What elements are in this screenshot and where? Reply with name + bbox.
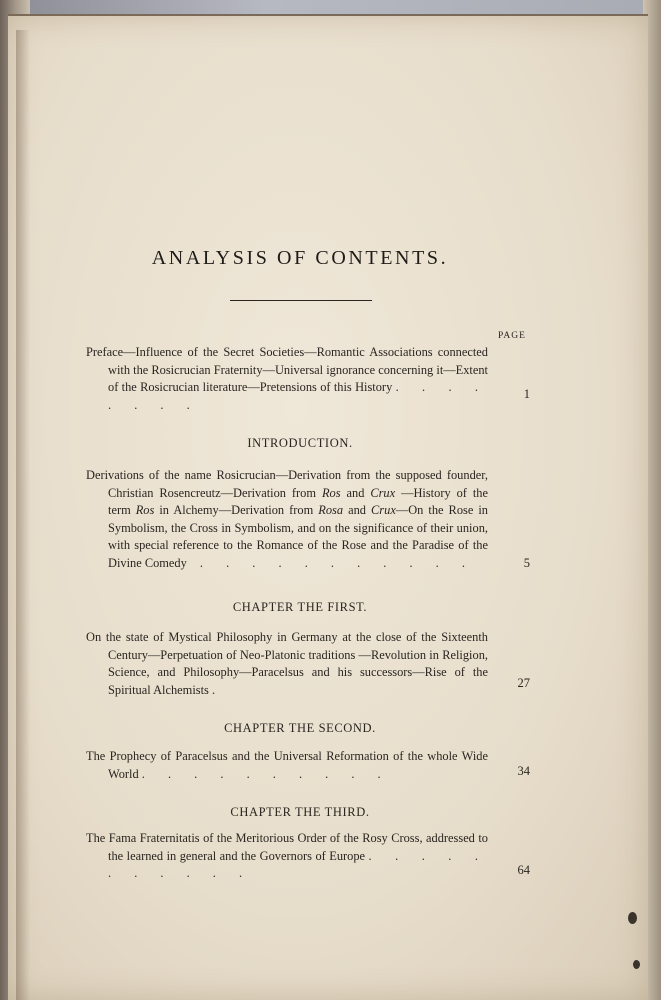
entry-text-italic: Ros <box>321 485 341 500</box>
section-heading-introduction: INTRODUCTION. <box>247 436 353 450</box>
section-heading-chapter-second: CHAPTER THE SECOND. <box>224 721 376 735</box>
dot-leaders: . . . . . . . . . . . <box>108 848 488 881</box>
entry-text-italic: Rosa <box>318 503 344 518</box>
entry-text: Preface—Influence of the Secret Societies—Romantic Associations connected with the Rosicrucian Fraternity—Universal ignorance concerning it—Extent of the Rosicrucian literature—Pretensions of this History <box>86 345 488 395</box>
page-damage-spot <box>633 960 640 969</box>
contents-entry-chapter-first <box>86 629 488 699</box>
entry-text: —On the Rose in Symbolism, the Cross in Symbolism, and on the significance of their union, with special reference to the Romance of the Rose and the Paradise of the Divine Comedy <box>108 503 488 570</box>
entry-text-italic: Ros <box>135 503 155 518</box>
contents-entry-introduction <box>86 467 488 573</box>
contents-entry-preface <box>86 344 488 414</box>
contents-entry-chapter-second <box>86 748 488 783</box>
page-title: ANALYSIS OF CONTENTS. <box>151 247 449 269</box>
page-number: 1 <box>523 387 530 401</box>
entry-text: —History of the term <box>108 485 488 518</box>
page-number: 27 <box>517 676 530 690</box>
entry-text: in Alchemy—Derivation from <box>154 503 319 518</box>
entry-text: The Prophecy of Paracelsus and the Universal Reformation of the whole Wide World <box>86 749 488 781</box>
entry-text: The Fama Fraternitatis of the Meritorious Order of the Rosy Cross, addressed to the learned in general and the Governors of Europe <box>86 831 488 863</box>
page-column-label: PAGE <box>498 331 526 341</box>
entry-text: Derivations of the name Rosicrucian—Derivation from the supposed founder, Christian Rosencreutz—Derivation from <box>86 468 488 500</box>
entry-text-italic: Crux <box>370 485 396 500</box>
title-rule <box>230 300 372 301</box>
page-damage-spot <box>628 912 637 924</box>
spine-shadow <box>16 30 30 1000</box>
dot-leaders: . . . . . . . . . . . <box>186 555 475 570</box>
contents-entry-chapter-third <box>86 830 488 883</box>
page-number: 34 <box>517 764 530 778</box>
dot-leaders: . . . . . . . . <box>108 380 488 412</box>
entry-text: and <box>343 503 372 518</box>
section-heading-chapter-first: CHAPTER THE FIRST. <box>232 600 368 614</box>
page-number: 64 <box>517 863 530 877</box>
page-number: 5 <box>523 556 530 570</box>
entry-text: On the state of Mystical Philosophy in Germany at the close of the Sixteenth Century—Perpetuation of Neo-Platonic traditions —Revolution in Religion, Science, and Philosophy—Paracelsus and his successors—Rise of the Spiritual Alchemists <box>86 630 488 697</box>
dot-leaders: . <box>211 682 226 697</box>
section-heading-chapter-third: CHAPTER THE THIRD. <box>230 805 370 819</box>
dot-leaders: . . . . . . . . . . <box>141 766 391 781</box>
entry-text: and <box>340 485 371 500</box>
entry-text-italic: Crux <box>371 503 396 518</box>
